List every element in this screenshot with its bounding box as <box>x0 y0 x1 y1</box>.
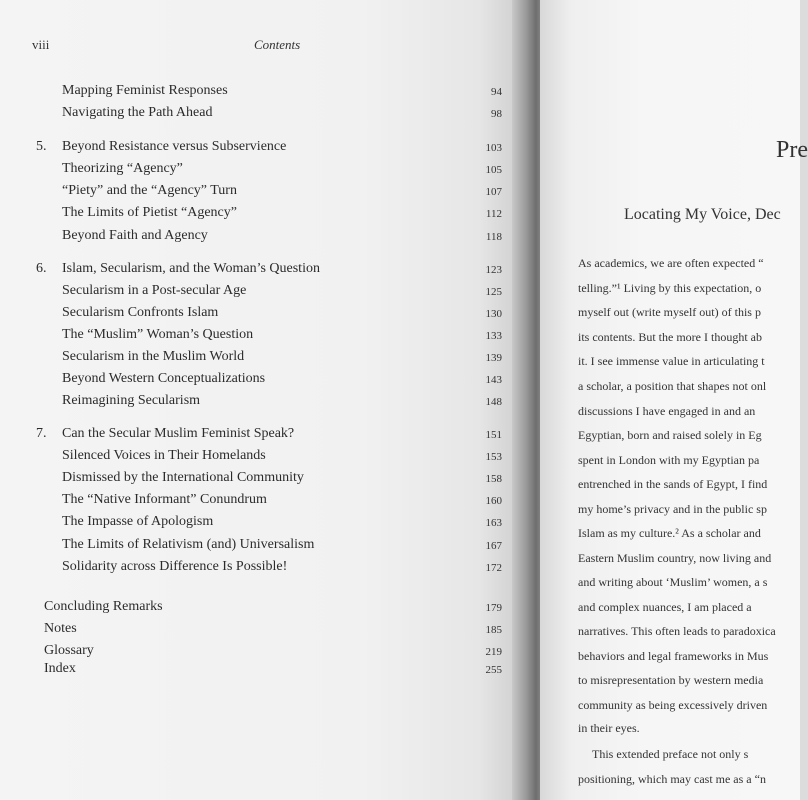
toc-entry <box>0 514 520 534</box>
body-text-line: its contents. But the more I thought ab <box>578 330 762 344</box>
body-text-line: to misrepresentation by western media <box>578 673 764 687</box>
body-text-line: This extended preface not only s <box>592 747 749 761</box>
toc-entry-title: Secularism in a Post-secular Age <box>62 283 247 298</box>
toc-entry <box>0 228 520 248</box>
toc-entry-title: Islam, Secularism, and the Woman’s Question <box>62 261 320 276</box>
toc-entry <box>0 661 520 681</box>
toc-page-number: 160 <box>485 495 502 507</box>
toc-entry <box>0 448 520 468</box>
toc-page-number: 219 <box>485 646 502 658</box>
body-text-line: narratives. This often leads to paradoxica <box>578 624 776 638</box>
chapter-subtitle: Locating My Voice, Dec <box>624 206 781 223</box>
toc-entry <box>0 327 520 347</box>
toc-entry-title: Secularism Confronts Islam <box>62 305 219 320</box>
toc-page-number: 112 <box>485 208 502 220</box>
toc-page-number: 107 <box>485 186 502 198</box>
toc-entry <box>0 349 520 369</box>
running-title: Contents <box>254 37 301 52</box>
body-text-line: community as being excessively driven <box>578 698 768 712</box>
body-text-line: positioning, which may cast me as a “n <box>578 772 766 786</box>
running-head <box>32 37 502 55</box>
toc-entry <box>0 426 520 446</box>
toc-entry-title: The “Muslim” Woman’s Question <box>62 327 254 342</box>
toc-entry-title: Notes <box>44 621 77 636</box>
toc-entry-title: Concluding Remarks <box>44 599 163 614</box>
toc-entry-title: Secularism in the Muslim World <box>62 349 245 364</box>
body-text-line: in their eyes. <box>578 721 640 735</box>
toc-entry-title: Reimagining Secularism <box>62 393 201 408</box>
body-text-line: telling.”¹ Living by this expectation, o <box>578 281 762 295</box>
toc-entry-title: Beyond Faith and Agency <box>62 228 208 243</box>
chapter-number: 6. <box>36 261 47 276</box>
toc-page-number: 185 <box>485 624 502 636</box>
toc-page-number: 125 <box>485 286 502 298</box>
toc-entry <box>0 559 520 579</box>
body-text-line: my home’s privacy and in the public sp <box>578 502 767 516</box>
body-text-line: As academics, we are often expected “ <box>578 256 764 270</box>
toc-entry-title: The Limits of Relativism (and) Universalism <box>62 537 315 552</box>
toc-entry-title: Solidarity across Difference Is Possible! <box>62 559 288 574</box>
toc-entry <box>0 83 520 103</box>
toc-entry <box>0 393 520 413</box>
toc-entry-title: The Limits of Pietist “Agency” <box>62 205 237 220</box>
toc-entry <box>0 305 520 325</box>
toc-page-number: 163 <box>485 517 502 529</box>
toc-entry-title: Silenced Voices in Their Homelands <box>62 448 266 463</box>
toc-entry <box>0 470 520 490</box>
toc-page-number: 98 <box>491 108 502 120</box>
toc-page-number: 158 <box>485 473 502 485</box>
body-text-line: Egyptian, born and raised solely in Eg <box>578 428 762 442</box>
body-text-line: it. I see immense value in articulating t <box>578 354 765 368</box>
toc-page-number: 167 <box>485 540 502 552</box>
toc-entry <box>0 371 520 391</box>
toc-page-number: 123 <box>485 264 502 276</box>
toc-entry <box>0 643 520 663</box>
toc-entry <box>0 105 520 125</box>
toc-entry-title: Beyond Resistance versus Subservience <box>62 139 287 154</box>
toc-page-number: 139 <box>485 352 502 364</box>
toc-entry <box>0 537 520 557</box>
toc-entry <box>0 621 520 641</box>
toc-page-number: 179 <box>485 602 502 614</box>
body-text-line: Eastern Muslim country, now living and <box>578 551 772 565</box>
toc-entry <box>0 139 520 159</box>
toc-page-number: 105 <box>485 164 502 176</box>
toc-entry <box>0 183 520 203</box>
toc-page-number: 103 <box>485 142 502 154</box>
body-text-line: a scholar, a position that shapes not onl <box>578 379 767 393</box>
toc-page-number: 130 <box>485 308 502 320</box>
toc-entry-title: “Piety” and the “Agency” Turn <box>62 183 237 198</box>
toc-page-number: 133 <box>485 330 502 342</box>
body-text-line: Islam as my culture.² As a scholar and <box>578 526 761 540</box>
body-text-line: spent in London with my Egyptian pa <box>578 453 760 467</box>
toc-entry-title: Theorizing “Agency” <box>62 161 183 176</box>
toc-page-number: 118 <box>485 231 502 243</box>
toc-entry <box>0 205 520 225</box>
chapter-title: Pre <box>776 137 808 163</box>
chapter-number: 7. <box>36 426 47 441</box>
right-page <box>540 0 808 800</box>
toc-entry-title: Mapping Feminist Responses <box>62 83 228 98</box>
toc-page-number: 151 <box>485 429 502 441</box>
toc-entry-title: The Impasse of Apologism <box>62 514 214 529</box>
toc-page-number: 255 <box>485 664 502 676</box>
toc-page-number: 143 <box>485 374 502 386</box>
body-text-line: and writing about ‘Muslim’ women, a s <box>578 575 768 589</box>
toc-entry <box>0 261 520 281</box>
toc-page-number: 148 <box>485 396 502 408</box>
toc-entry <box>0 283 520 303</box>
toc-entry <box>0 161 520 181</box>
toc-page-number: 153 <box>485 451 502 463</box>
toc-page-number: 94 <box>491 86 502 98</box>
toc-entry-title: Glossary <box>44 643 94 658</box>
toc-entry-title: Can the Secular Muslim Feminist Speak? <box>62 426 295 441</box>
toc-entry-title: Dismissed by the International Community <box>62 470 304 485</box>
toc-entry-title: Navigating the Path Ahead <box>62 105 213 120</box>
toc-entry <box>0 492 520 512</box>
body-text-line: behaviors and legal frameworks in Mus <box>578 649 769 663</box>
toc-entry-title: The “Native Informant” Conundrum <box>62 492 267 507</box>
body-text-line: entrenched in the sands of Egypt, I find <box>578 477 768 491</box>
toc-entry-title: Index <box>44 661 76 676</box>
toc-entry-title: Beyond Western Conceptualizations <box>62 371 266 386</box>
body-text-line: discussions I have engaged in and an <box>578 404 756 418</box>
toc-page-number: 172 <box>485 562 502 574</box>
body-text-line: and complex nuances, I am placed a <box>578 600 752 614</box>
body-text-line: myself out (write myself out) of this p <box>578 305 761 319</box>
folio-page-number: viii <box>32 37 50 52</box>
chapter-number: 5. <box>36 139 47 154</box>
toc-entry <box>0 599 520 619</box>
